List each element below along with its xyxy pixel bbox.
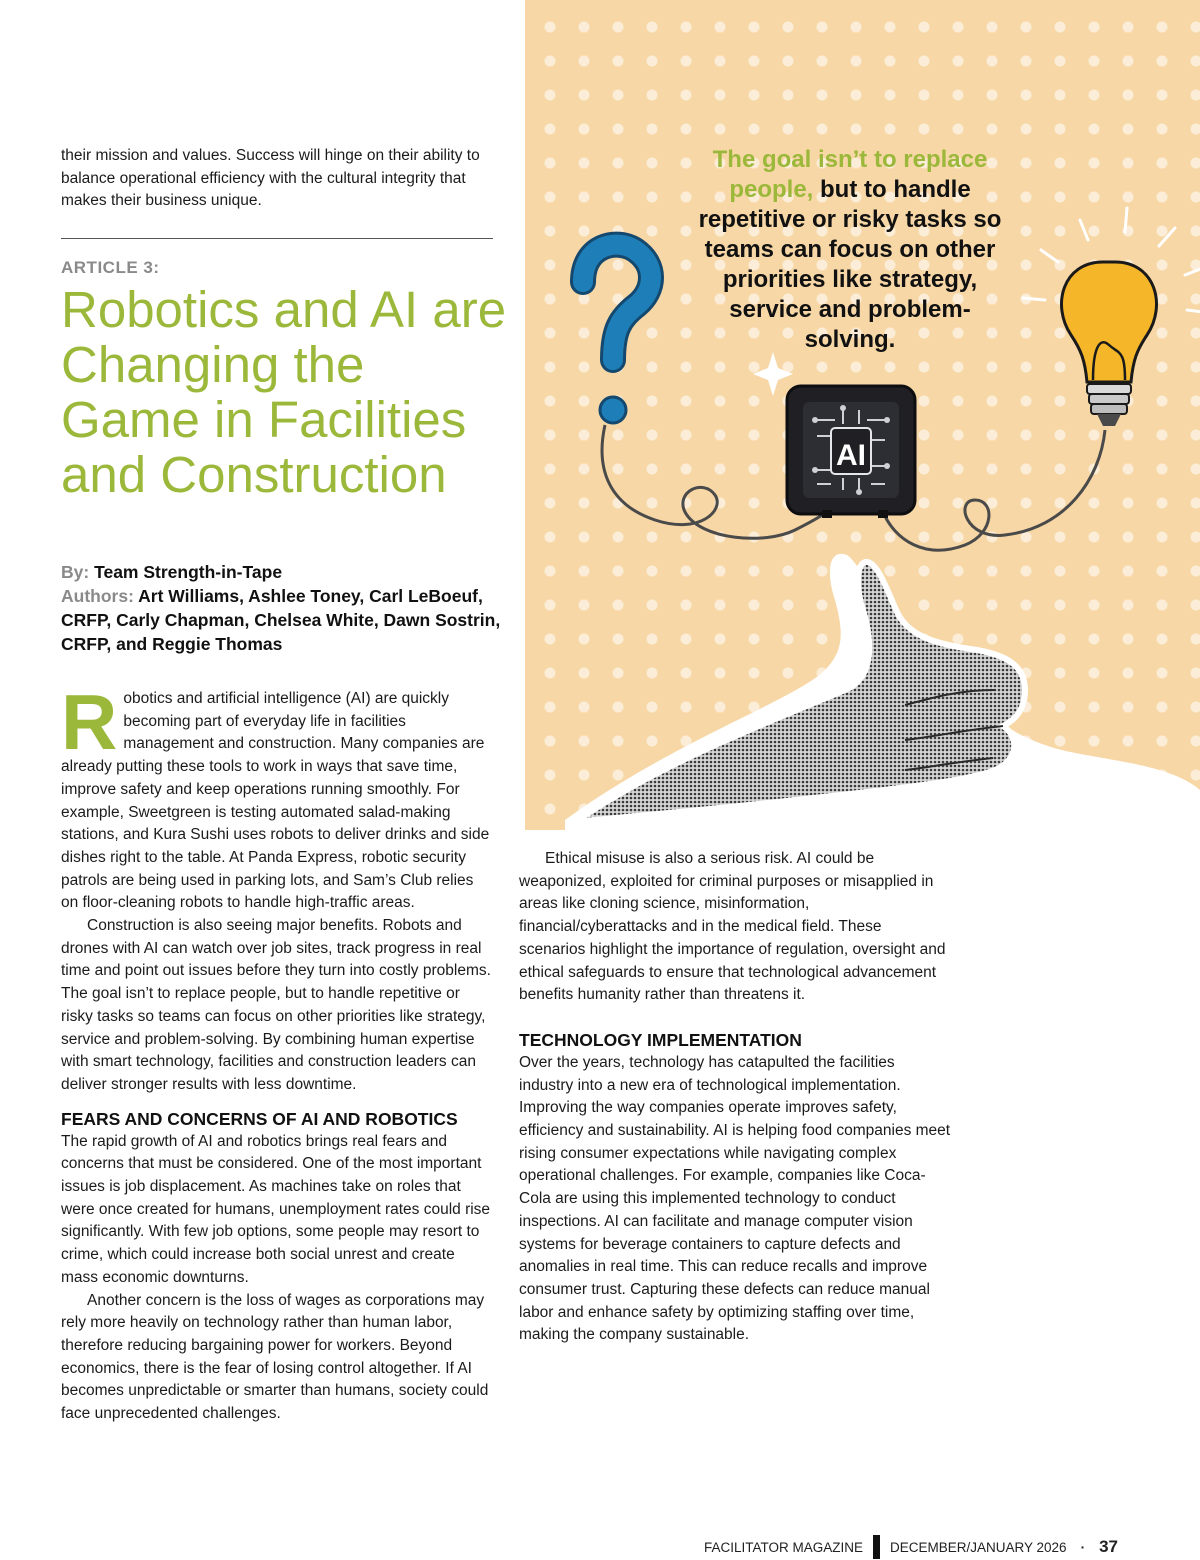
paragraph-2: Construction is also seeing major benefits. Robots and drones with AI can watch over job sites, track progress in real time and point out issues before they turn into costly problems. The goal isn’t to replace people, but to handle repetitive or risky tasks so teams can focus on other priorities like strategy, service and problem-solving. By combining human expertise with smart technology, facilities and construction leaders can deliver stronger results with less downtime. xyxy=(61,917,491,1093)
illustration-drawing xyxy=(525,0,1200,830)
illustration-panel xyxy=(525,0,1200,830)
paragraph-1 xyxy=(61,678,493,915)
article-kicker: ARTICLE 3: xyxy=(61,258,160,277)
question-mark-icon xyxy=(583,245,651,423)
paragraph-4: Another concern is the loss of wages as corporations may rely more heavily on technology rather than human labor, therefore reducing bargaining power for workers. Beyond economics, there is the fear of losing control altogether. If AI becomes unpredictable or smarter than humans, society could face unprecedented challenges. xyxy=(61,1291,489,1423)
left-column xyxy=(61,678,493,1426)
pull-quote-text: but to handle repetitive or risky tasks so teams can focus on other priorities like strategy, service and problem-solving. xyxy=(698,176,1002,353)
pull-quote xyxy=(690,145,1010,355)
light-bulb-icon xyxy=(1023,208,1200,426)
footer-divider xyxy=(873,1535,880,1559)
paragraph-3: The rapid growth of AI and robotics brings real fears and concerns that must be considered. One of the most important issues is job displacement. As machines take on roles that were once created for humans, unemployment rates could rise significantly. With few job options, some people may resort to crime, which could increase both social unrest and create mass economic downturns. xyxy=(61,1132,491,1286)
by-team: Team Strength-in-Tape xyxy=(94,562,283,582)
ai-chip-icon xyxy=(787,386,915,518)
section-divider xyxy=(61,238,493,239)
intro-text: their mission and values. Success will hinge on their ability to balance operational efficiency with the cultural integrity that makes their business unique. xyxy=(61,147,480,210)
byline xyxy=(61,560,501,656)
paragraph-6: Over the years, technology has catapulted the facilities industry into a new era of technological implementation. Improving the way companies operate improves safety, efficiency and sustainability. AI is helping food companies meet rising consumer expectations while navigating complex operational challenges. For example, companies like Coca-Cola are using this implemented technology to conduct inspections. AI can facilitate and manage computer vision systems for beverage containers to capture defects and anomalies in real time. This can reduce recalls and improve consumer trust. Capturing these defects can reduce manual labor and enhance safety by optimizing staffing over time, making the company sustainable. xyxy=(519,1053,951,1344)
footer-issue: DECEMBER/JANUARY 2026 xyxy=(890,1539,1067,1555)
authors-label: Authors: xyxy=(61,586,134,606)
article-title: Robotics and AI are Changing the Game in Facilities and Construction xyxy=(61,281,507,503)
page-footer xyxy=(704,1534,1118,1560)
footer-magazine: FACILITATOR MAGAZINE xyxy=(703,1539,863,1555)
paragraph-1-text: obotics and artificial intelligence (AI) are quickly becoming part of everyday life in facilities management and construction. Many companies are already putting these tools to work in ways that save time, improve safety and keep operations running smoothly. For example, Sweetgreen is testing automated salad-making stations, and Kura Sushi uses robots to deliver drinks and side dishes right to the table. At Panda Express, robotic security patrols are being used in parking lots, and Sam’s Club relies on floor-cleaning robots to handle high-traffic areas. xyxy=(61,690,490,912)
drop-cap: R xyxy=(61,678,118,766)
paragraph-5: Ethical misuse is also a serious risk. AI could be weaponized, exploited for criminal purposes or misapplied in areas like cloning science, misinformation, financial/cyberattacks and in the medical field. These scenarios highlight the importance of regulation, oversight and ethical safeguards to ensure that technological advancement benefits humanity rather than threatens it. xyxy=(519,850,946,1004)
heading-fears: FEARS AND CONCERNS OF AI AND ROBOTICS xyxy=(61,1108,458,1129)
sparkle-icon xyxy=(753,352,793,396)
by-label: By: xyxy=(61,562,90,582)
intro-paragraph xyxy=(61,145,493,213)
page-number: 37 xyxy=(1099,1537,1118,1556)
heading-technology: TECHNOLOGY IMPLEMENTATION xyxy=(519,1029,802,1050)
chip-label: AI xyxy=(836,439,866,472)
thumbs-up-icon xyxy=(565,554,1200,830)
right-column xyxy=(519,848,951,1347)
footer-separator: · xyxy=(1080,1539,1086,1555)
authors-list: Art Williams, Ashlee Toney, Carl LeBoeuf, CRFP, Carly Chapman, Chelsea White, Dawn Sostrin, CRFP, and Reggie Thomas xyxy=(61,586,501,654)
pull-quote-highlight: The goal isn’t to replace people, xyxy=(712,146,988,203)
